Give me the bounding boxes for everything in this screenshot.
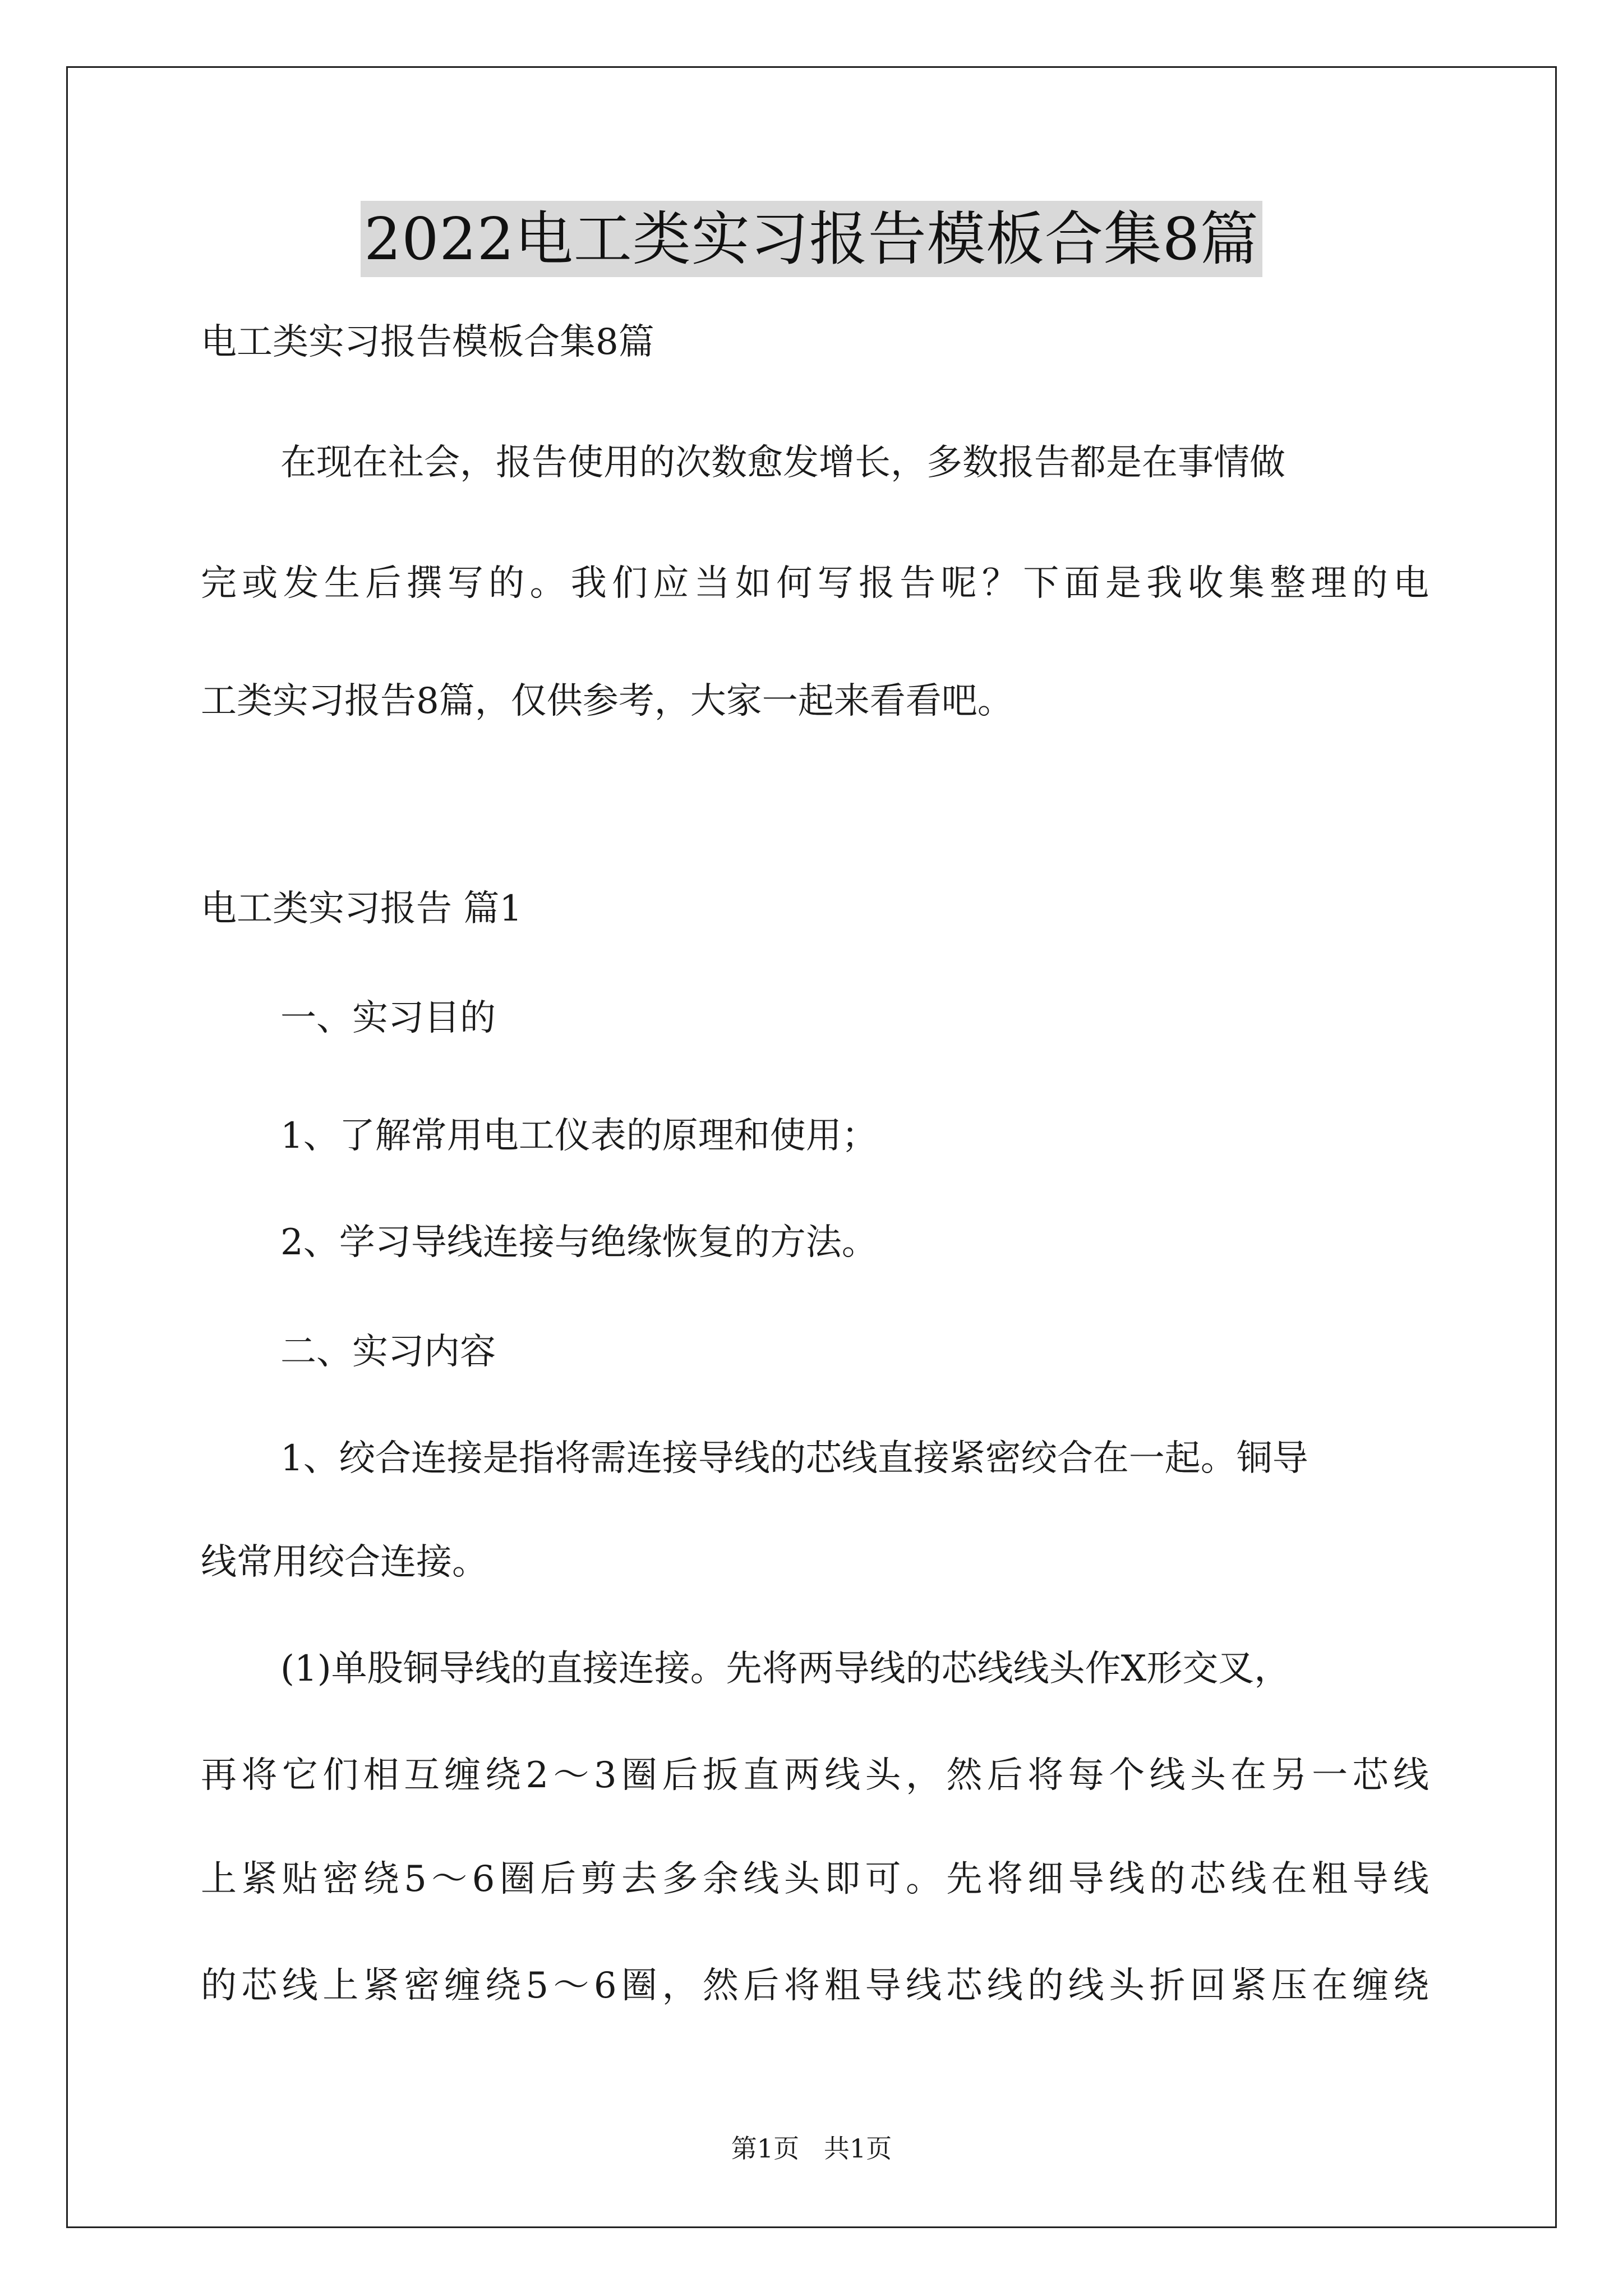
paragraph-line: (1)单股铜导线的直接连接。先将两导线的芯线线头作X形交叉， bbox=[280, 1648, 1290, 1690]
subheading: 二、实习内容 bbox=[280, 1331, 496, 1373]
list-item: 1、了解常用电工仪表的原理和使用； bbox=[280, 1115, 878, 1157]
paragraph-line: 再将它们相互缠绕2～3圈后扳直两线头，然后将每个线头在另一芯线 bbox=[201, 1755, 1429, 1796]
paragraph-line: 在现在社会，报告使用的次数愈发增长，多数报告都是在事情做 bbox=[280, 442, 1285, 484]
paragraph-line: 工类实习报告8篇，仅供参考，大家一起来看看吧。 bbox=[201, 680, 1013, 722]
subtitle-line: 电工类实习报告模板合集8篇 bbox=[201, 321, 654, 363]
paragraph-line: 1、绞合连接是指将需连接导线的芯线直接紧密绞合在一起。铜导 bbox=[280, 1438, 1308, 1479]
page-footer: 第1页 共1页 bbox=[731, 2133, 892, 2164]
subheading: 一、实习目的 bbox=[280, 997, 496, 1039]
section-heading: 电工类实习报告 篇1 bbox=[201, 888, 523, 930]
paragraph-line: 上紧贴密绕5～6圈后剪去多余线头即可。先将细导线的芯线在粗导线 bbox=[201, 1858, 1429, 1900]
list-item: 2、学习导线连接与绝缘恢复的方法。 bbox=[280, 1222, 878, 1263]
document-title: 2022电工类实习报告模板合集8篇 bbox=[361, 201, 1262, 277]
paragraph-line: 完或发生后撰写的。我们应当如何写报告呢？下面是我收集整理的电 bbox=[201, 563, 1429, 604]
title-container bbox=[0, 201, 1623, 277]
paragraph-line: 线常用绞合连接。 bbox=[201, 1542, 488, 1583]
paragraph-line: 的芯线上紧密缠绕5～6圈，然后将粗导线芯线的线头折回紧压在缠绕 bbox=[201, 1965, 1429, 2007]
